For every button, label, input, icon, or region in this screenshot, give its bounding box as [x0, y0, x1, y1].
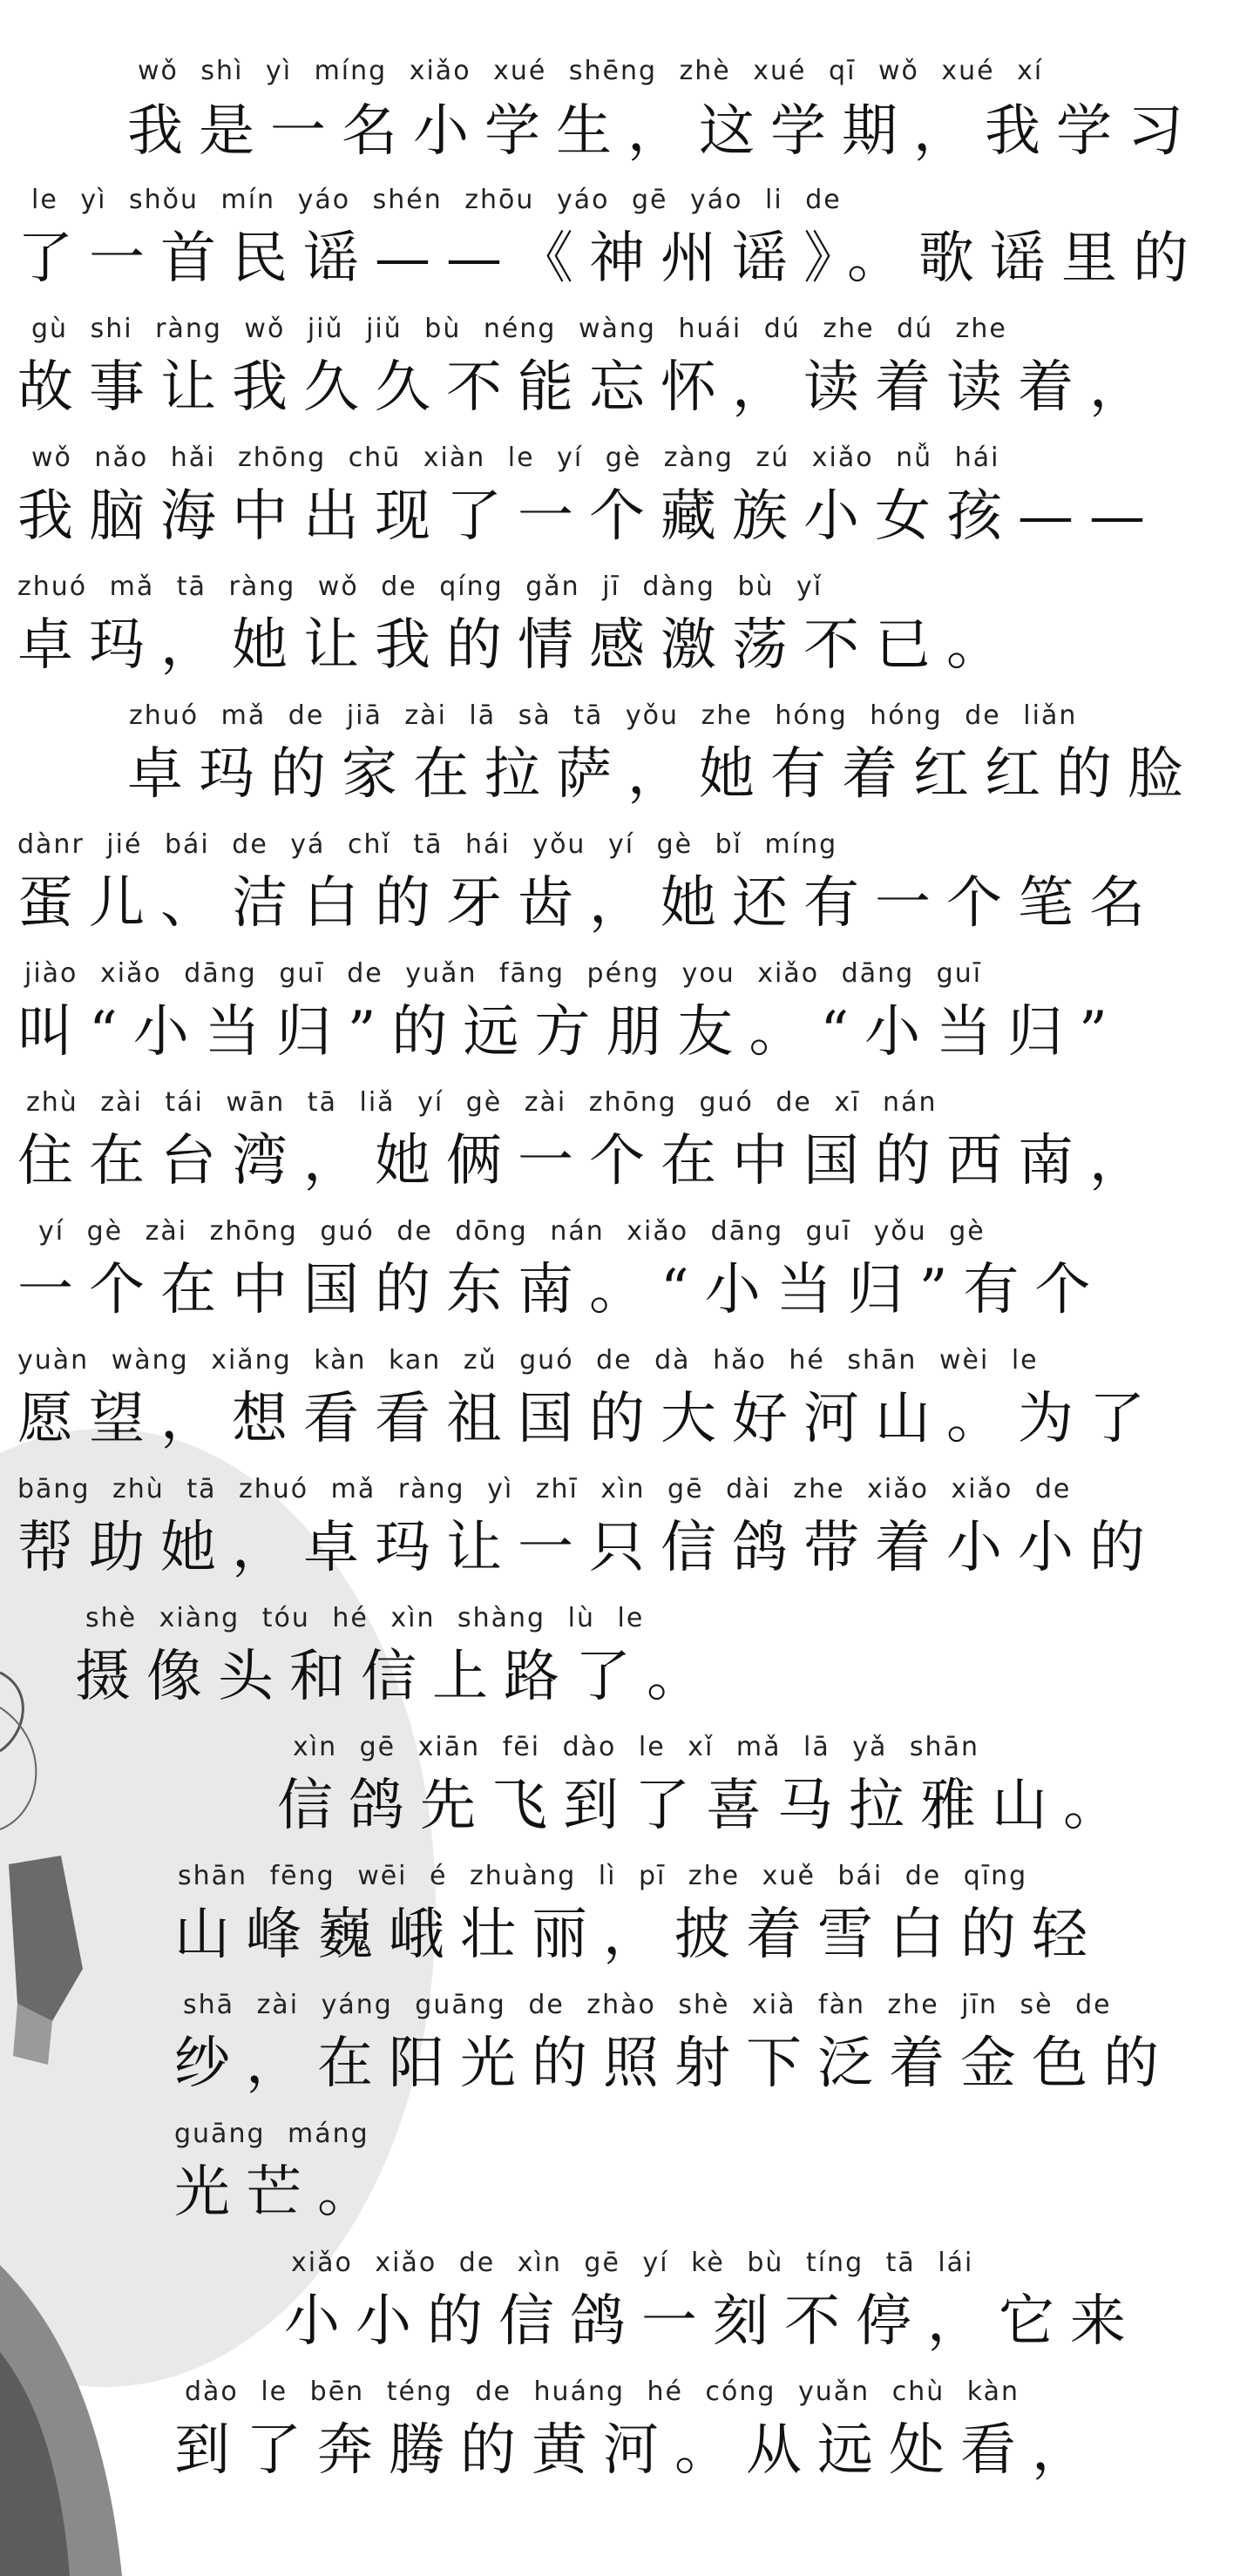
text-line-5: 卓玛，她让我的情感激荡不已。 [17, 613, 1018, 678]
pinyin-line-8: jiào xiǎo dāng guī de yuǎn fāng péng you xiǎo dāng guī [24, 958, 983, 989]
pinyin-line-9: zhù zài tái wān tā liǎ yí gè zài zhōng guó de xī nán [26, 1087, 938, 1118]
pinyin-line-16: shā zài yáng guāng de zhào shè xià fàn zhe jīn sè de [183, 1990, 1112, 2020]
text-line-2: 了一首民谣——《神州谣》。歌谣里的 [17, 226, 1204, 291]
text-line-8: 叫“小当归”的远方朋友。“小当归” [17, 1000, 1123, 1065]
text-line-14: 信鸽先飞到了喜马拉雅山。 [277, 1774, 1135, 1838]
pinyin-line-3: gù shi ràng wǒ jiǔ jiǔ bù néng wàng huái dú zhe dú zhe [31, 314, 1007, 344]
text-line-16: 纱，在阳光的照射下泛着金色的 [174, 2032, 1175, 2096]
text-line-13: 摄像头和信上路了。 [75, 1645, 718, 1709]
text-line-1: 我是一名小学生，这学期，我学习 [127, 99, 1199, 164]
text-line-7: 蛋儿、洁白的牙齿，她还有一个笔名 [17, 871, 1161, 936]
pinyin-line-14: xìn gē xiān fēi dào le xǐ mǎ lā yǎ shān [293, 1732, 979, 1762]
pinyin-line-4: wǒ nǎo hǎi zhōng chū xiàn le yí gè zàng zú xiǎo nǚ hái [31, 443, 1000, 473]
text-line-17: 光芒。 [174, 2160, 389, 2225]
text-line-4: 我脑海中出现了一个藏族小女孩—— [17, 484, 1161, 549]
pinyin-line-2: le yì shǒu mín yáo shén zhōu yáo gē yáo li de [31, 185, 842, 215]
pinyin-line-18: xiǎo xiǎo de xìn gē yí kè bù tíng tā lái [291, 2248, 974, 2278]
text-line-3: 故事让我久久不能忘怀，读着读着， [17, 355, 1161, 420]
text-line-6: 卓玛的家在拉萨，她有着红红的脸 [127, 742, 1199, 807]
text-line-10: 一个在中国的东南。“小当归”有个 [17, 1258, 1107, 1322]
text-line-12: 帮助她，卓玛让一只信鸽带着小小的 [17, 1516, 1161, 1580]
pinyin-line-19: dào le bēn téng de huáng hé cóng yuǎn chù kàn [185, 2377, 1020, 2407]
text-line-19: 到了奔腾的黄河。从远处看， [174, 2418, 1103, 2483]
pinyin-line-17: guāng máng [174, 2119, 369, 2149]
text-line-15: 山峰巍峨壮丽，披着雪白的轻 [174, 1903, 1103, 1967]
pinyin-line-1: wǒ shì yì míng xiǎo xué shēng zhè xué qī wǒ xué xí [138, 56, 1044, 86]
text-line-11: 愿望，想看看祖国的大好河山。为了 [17, 1387, 1161, 1451]
pinyin-line-13: shè xiàng tóu hé xìn shàng lù le [85, 1603, 645, 1633]
text-line-9: 住在台湾，她俩一个在中国的西南， [17, 1129, 1161, 1193]
pinyin-line-10: yí gè zài zhōng guó de dōng nán xiǎo dāng guī yǒu gè [38, 1216, 986, 1247]
text-line-18: 小小的信鸽一刻不停，它来 [284, 2289, 1141, 2354]
pinyin-line-11: yuàn wàng xiǎng kàn kan zǔ guó de dà hǎo hé shān wèi le [17, 1345, 1039, 1376]
pinyin-line-7: dànr jié bái de yá chǐ tā hái yǒu yí gè bǐ míng [17, 829, 838, 860]
pinyin-line-5: zhuó mǎ tā ràng wǒ de qíng gǎn jī dàng bù yǐ [17, 571, 823, 602]
pinyin-line-15: shān fēng wēi é zhuàng lì pī zhe xuě bái de qīng [178, 1861, 1028, 1891]
pinyin-line-12: bāng zhù tā zhuó mǎ ràng yì zhī xìn gē dài zhe xiǎo xiǎo de [17, 1474, 1072, 1504]
pinyin-line-6: zhuó mǎ de jiā zài lā sà tā yǒu zhe hóng hóng de liǎn [129, 700, 1078, 731]
